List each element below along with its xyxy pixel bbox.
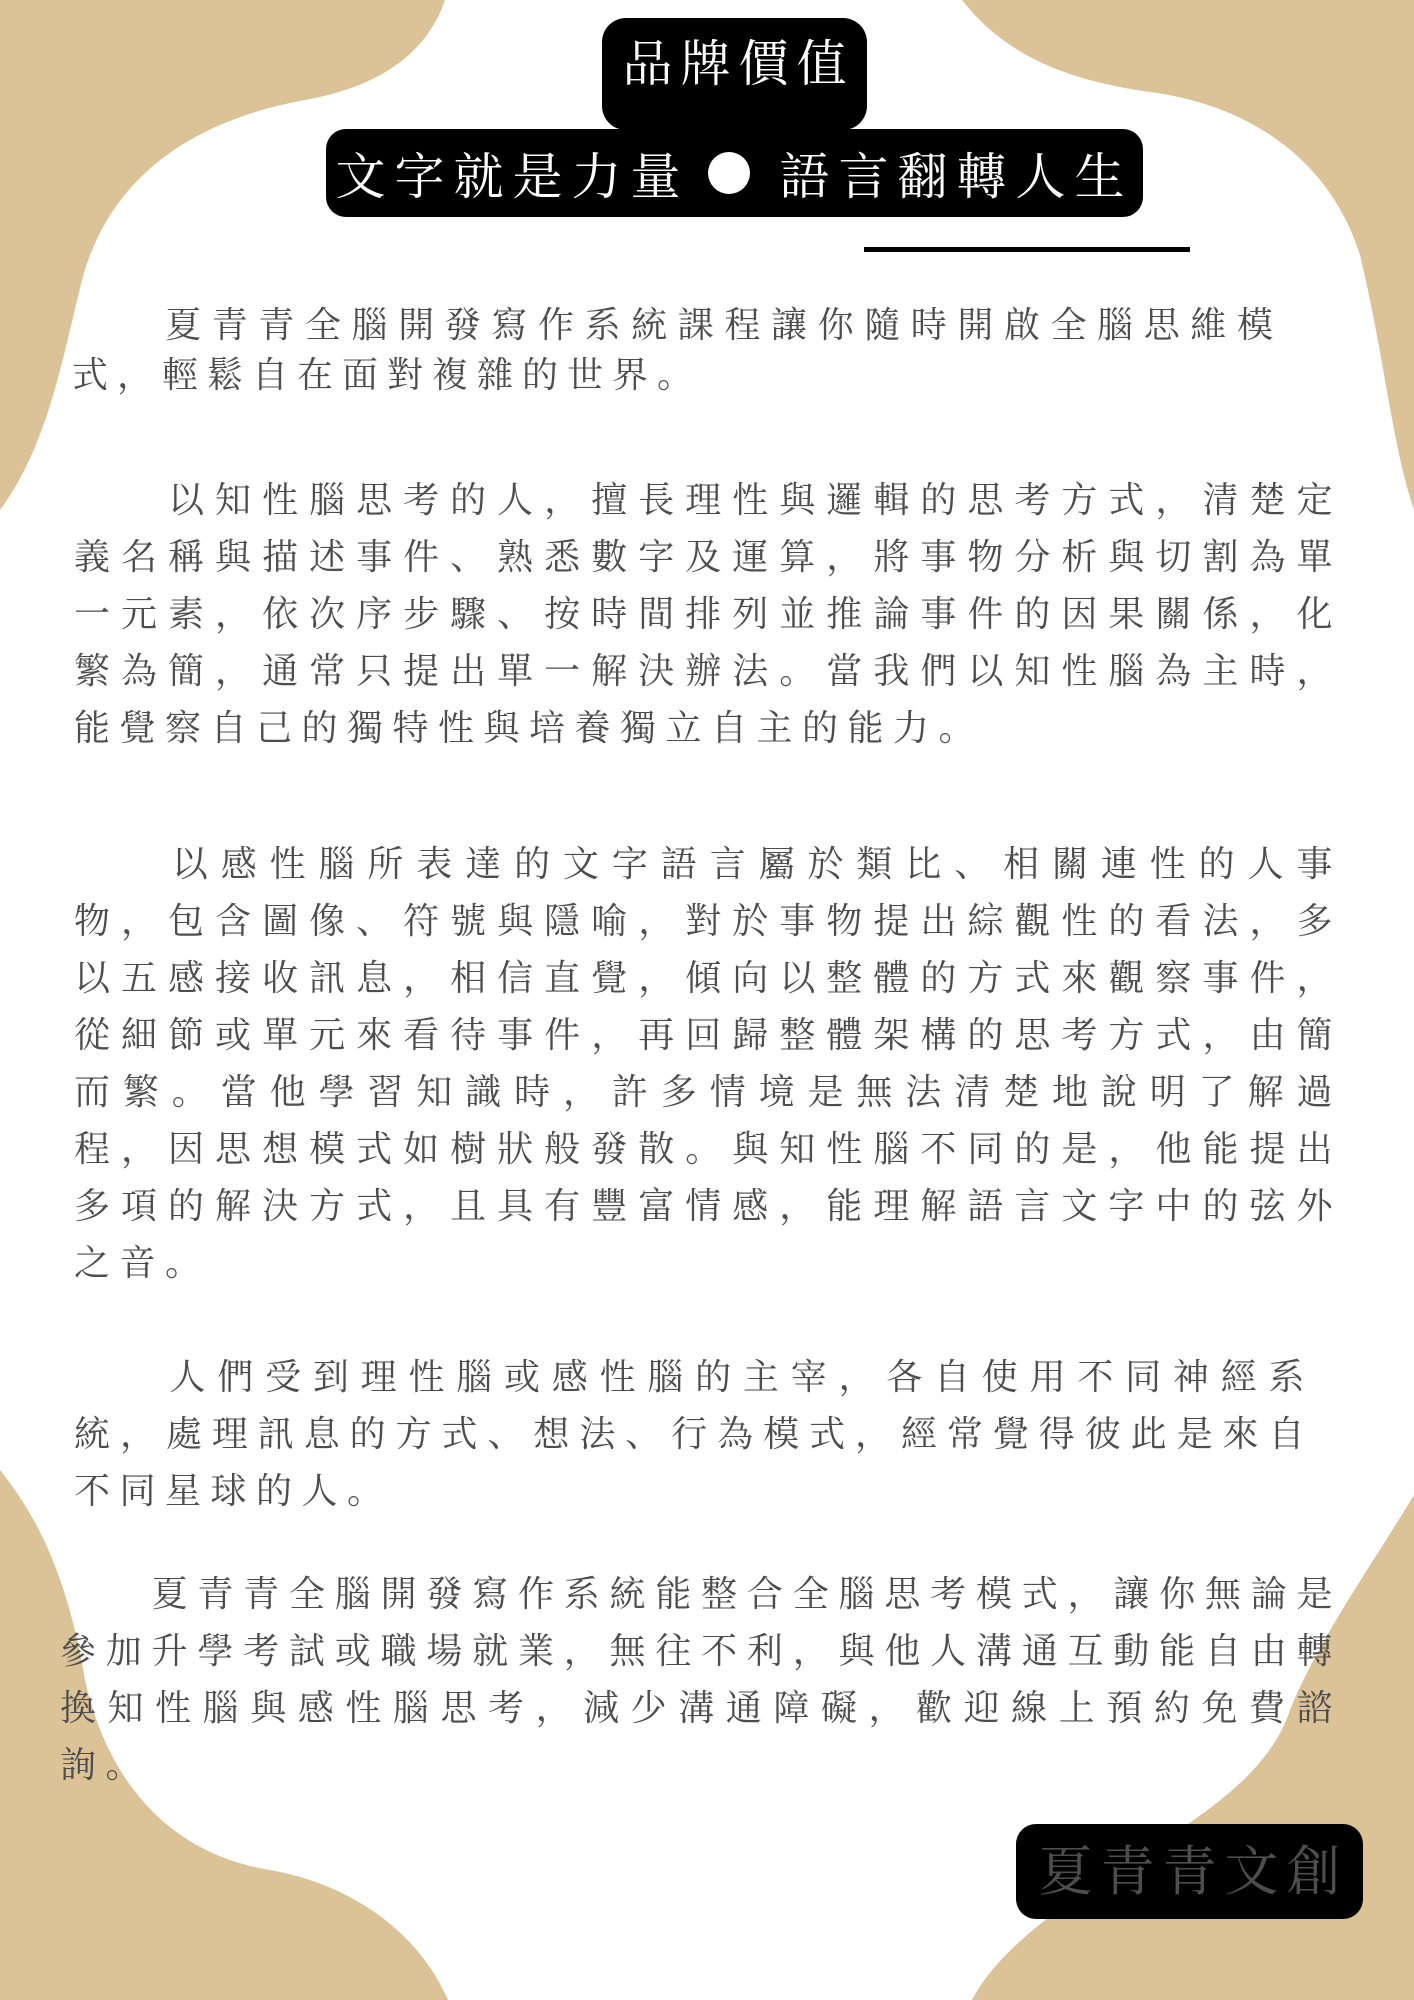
paragraph-call-to-action: 夏青青全腦開發寫作系統能整合全腦思考模式，讓你無論是參加升學考試或職場就業，無往不利，與他人溝通互動能自由轉換知性腦與感性腦思考，減少溝通障礙，歡迎線上預約免費諮詢。 (60, 1574, 1342, 1786)
slogan-right: 語言翻轉人生 (779, 148, 1134, 206)
paragraph-intro: 夏青青全腦開發寫作系統課程讓你隨時開啟全腦思維模式，輕鬆自在面對複雜的世界。 (72, 305, 1282, 396)
brand-badge: 夏青青文創 (1016, 1824, 1363, 1919)
paragraph-logical-brain: 以知性腦思考的人，擅長理性與邏輯的思考方式，清楚定義名稱與描述事件、熟悉數字及運算，將事物分析與切割為單一元素，依次序步驟、按時間排列並推論事件的因果關係，化繁為簡，通常只提出單一解決辦法。當我們以知性腦為主時，能覺察自己的獨特性與培養獨立自主的能力。 (74, 480, 1342, 749)
page-title: 品牌價值 (602, 18, 867, 130)
slogan-left: 文字就是力量 (335, 148, 690, 206)
slogan-banner (326, 129, 1143, 217)
paragraph-brain-dominance: 人們受到理性腦或感性腦的主宰，各自使用不同神經系統，處理訊息的方式、想法、行為模式，經常覺得彼此是來自不同星球的人。 (74, 1357, 1314, 1512)
divider-line (864, 247, 1190, 252)
bullet-dot-icon (708, 152, 750, 194)
paragraph-emotional-brain: 以感性腦所表達的文字語言屬於類比、相關連性的人事物，包含圖像、符號與隱喻，對於事物提出綜觀性的看法，多以五感接收訊息，相信直覺，傾向以整體的方式來觀察事件，從細節或單元來看待事件，再回歸整體架構的思考方式，由簡而繁。當他學習知識時，許多情境是無法清楚地說明了解過程，因思想模式如樹狀般發散。與知性腦不同的是，他能提出多項的解決方式，且具有豐富情感，能理解語言文字中的弦外之音。 (74, 844, 1342, 1284)
